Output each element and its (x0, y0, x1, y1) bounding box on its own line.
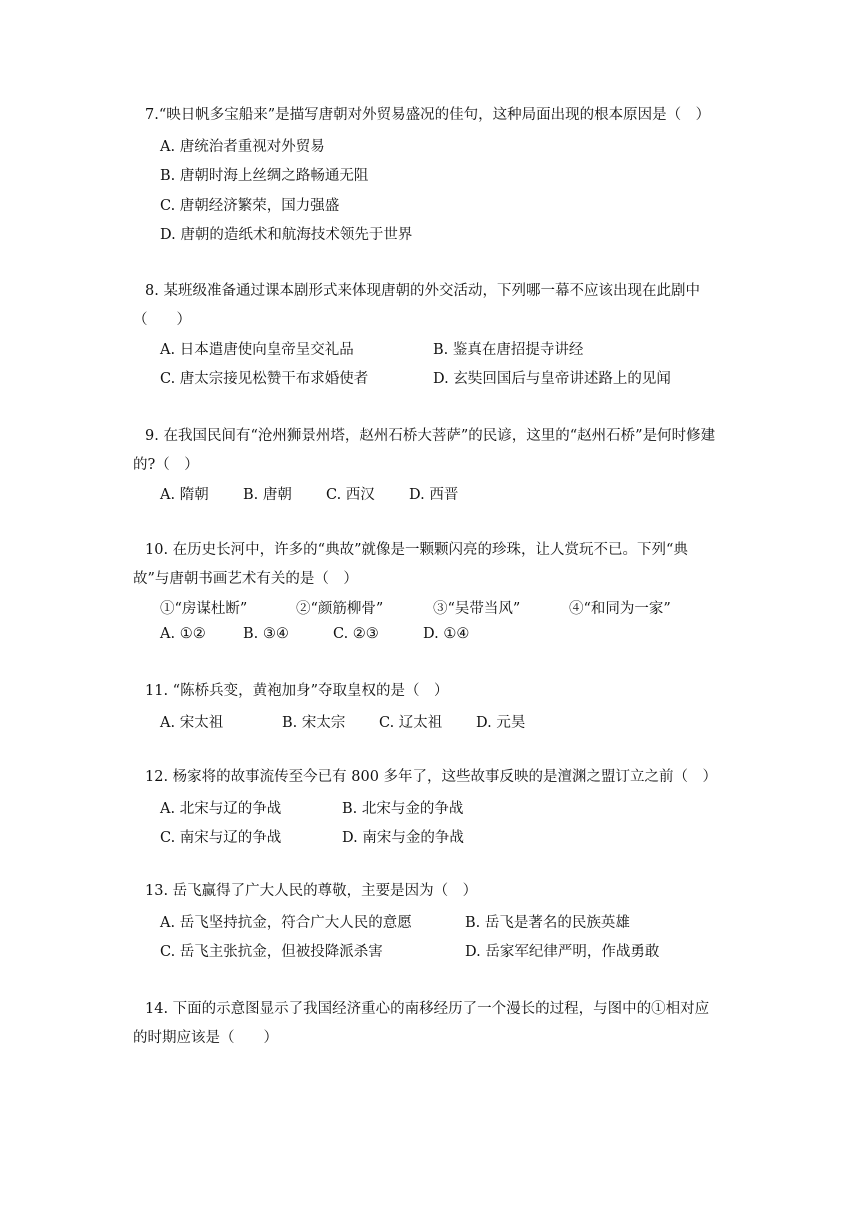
source-item: ③“吴带当风” (433, 601, 521, 617)
option-b: B. 北宋与金的争战 (342, 801, 464, 817)
question-stem: 10. 在历史长河中，许多的“典故”就像是一颗颗闪亮的珍珠，让人赏玩不已。下列“典故”与唐朝书画艺术有关的是（ ） (133, 542, 688, 587)
option-c: C. 岳飞主张抗金，但被投降派杀害 (160, 944, 383, 960)
option-a: A. 宋太祖 (160, 715, 224, 731)
option-b: B. 宋太宗 (282, 715, 346, 731)
question-stem: 9. 在我国民间有“沧州狮景州塔，赵州石桥大菩萨”的民谚，这里的“赵州石桥”是何时修建的?（ ） (133, 428, 716, 473)
question-stem: 12. 杨家将的故事流传至今已有 800 多年了，这些故事反映的是澶渊之盟订立之前（ ） (145, 769, 718, 785)
option-a: A. 隋朝 (160, 487, 209, 503)
option-d: D. 唐朝的造纸术和航海技术领先于世界 (160, 227, 413, 243)
option-a: A. 日本遣唐使向皇帝呈交礼品 (160, 342, 354, 358)
source-item: ④“和同为一家” (569, 601, 671, 617)
option-c: C. 辽太祖 (379, 715, 443, 731)
option-d: D. 玄奘回国后与皇帝讲述路上的见闻 (433, 371, 671, 387)
question-stem: 8. 某班级准备通过课本剧形式来体现唐朝的外交活动，下列哪一幕不应该出现在此剧中（ ） (133, 283, 700, 328)
source-item: ②“颜筋柳骨” (296, 601, 384, 617)
question-stem: 13. 岳飞赢得了广大人民的尊敬，主要是因为（ ） (145, 883, 478, 899)
option-d: D. ①④ (423, 626, 470, 642)
option-d: D. 西晋 (409, 487, 459, 503)
option-a: A. ①② (160, 626, 206, 642)
option-c: C. 唐太宗接见松赞干布求婚使者 (160, 371, 369, 387)
question-stem: 14. 下面的示意图显示了我国经济重心的南移经历了一个漫长的过程，与图中的①相对应的时期应该是（ ） (133, 1001, 710, 1046)
option-a: A. 唐统治者重视对外贸易 (160, 139, 325, 155)
option-b: B. 唐朝时海上丝绸之路畅通无阻 (160, 168, 369, 184)
option-a: A. 北宋与辽的争战 (160, 801, 282, 817)
option-c: C. 南宋与辽的争战 (160, 830, 282, 846)
option-b: B. 岳飞是著名的民族英雄 (465, 915, 630, 931)
option-d: D. 元昊 (476, 715, 526, 731)
option-d: D. 南宋与金的争战 (342, 830, 464, 846)
question-stem: 7.“映日帆多宝船来”是描写唐朝对外贸易盛况的佳句，这种局面出现的根本原因是（ ） (145, 107, 711, 123)
option-b: B. ③④ (243, 626, 289, 642)
option-c: C. 唐朝经济繁荣，国力强盛 (160, 198, 340, 214)
option-c: C. ②③ (333, 626, 379, 642)
question-stem: 11. “陈桥兵变，黄袍加身”夺取皇权的是（ ） (145, 683, 449, 699)
option-b: B. 鉴真在唐招提寺讲经 (433, 342, 584, 358)
option-c: C. 西汉 (326, 487, 375, 503)
source-item: ①“房谋杜断” (160, 601, 248, 617)
option-a: A. 岳飞坚持抗金，符合广大人民的意愿 (160, 915, 412, 931)
option-b: B. 唐朝 (243, 487, 292, 503)
option-d: D. 岳家军纪律严明，作战勇敢 (465, 944, 660, 960)
